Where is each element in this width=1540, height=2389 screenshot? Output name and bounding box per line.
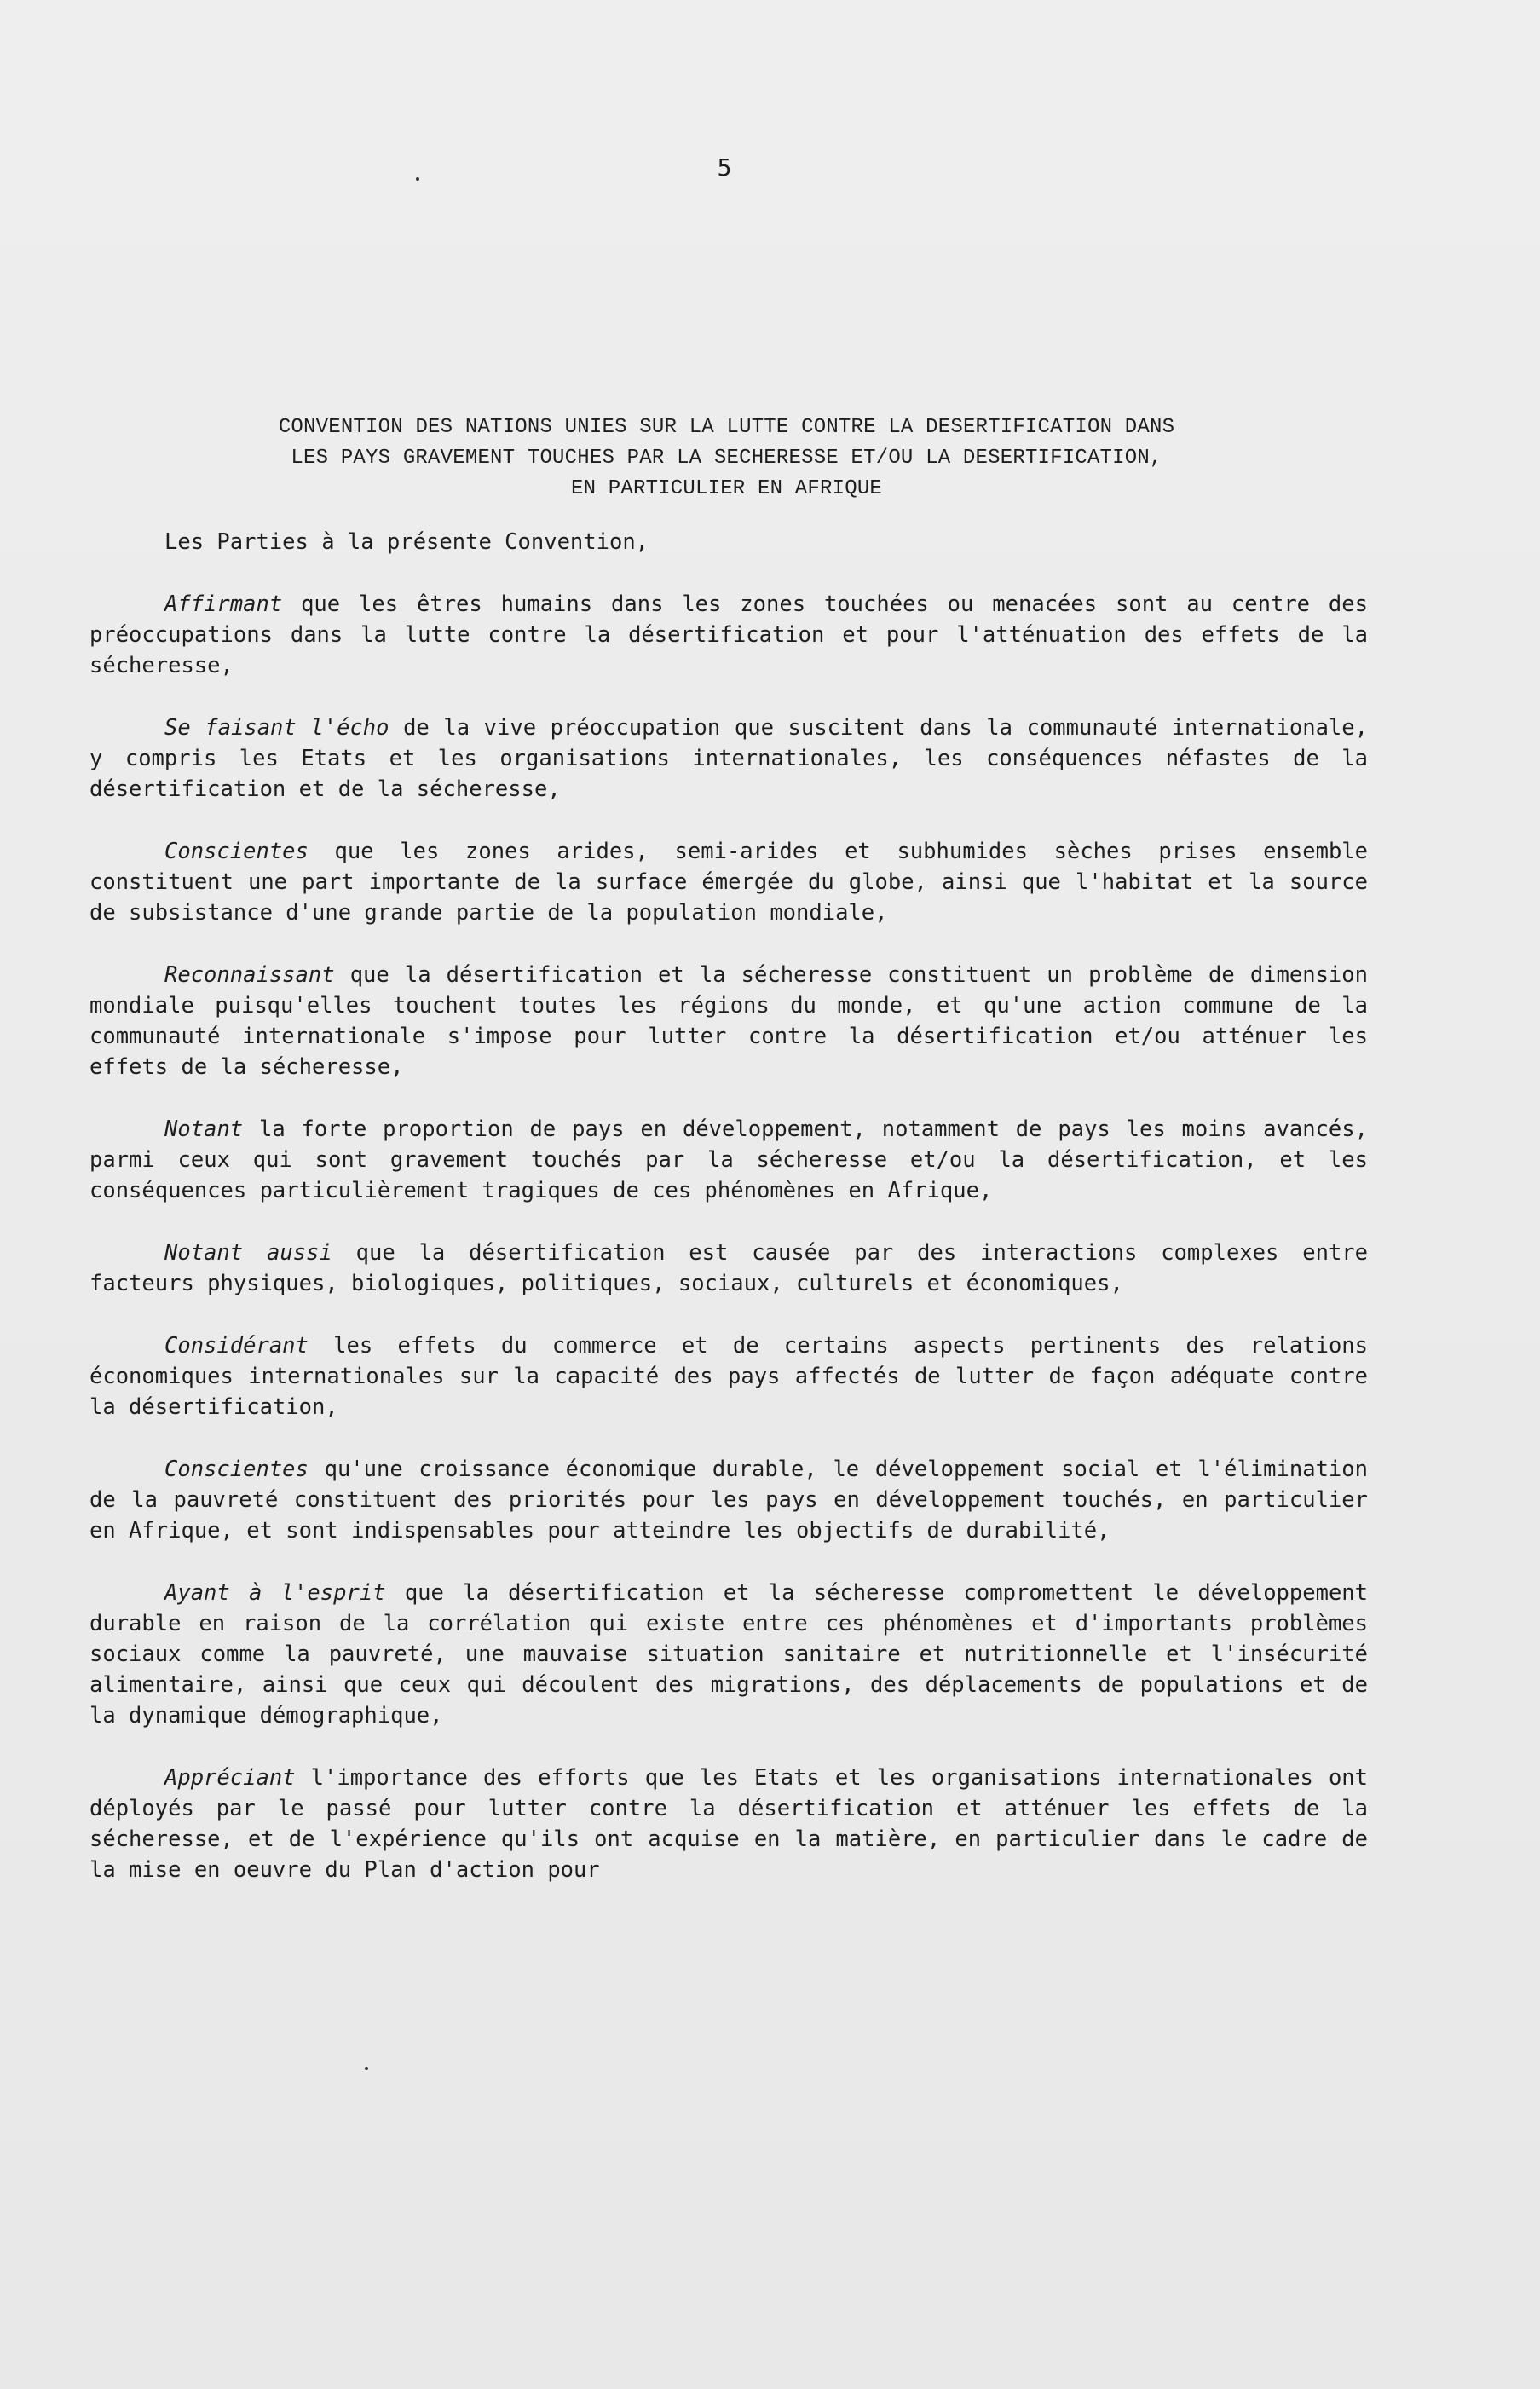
paragraph-text: qu'une croissance économique durable, le développement social et l'élimination de la pauvreté constituent des priorités pour les pays en développement touchés, en particulier en Afrique, et sont indispensables pour atteindre les objectifs de durabilité, <box>89 1457 1368 1544</box>
title-line-2: LES PAYS GRAVEMENT TOUCHES PAR LA SECHERESSE ET/OU LA DESERTIFICATION, <box>291 447 1162 470</box>
paragraph-text: les effets du commerce et de certains aspects pertinents des relations économiques internationales sur la capacité des pays affectés de lutter de façon adéquate contre la désertification, <box>89 1333 1368 1420</box>
paragraph-lead: Appréciant <box>164 1765 296 1791</box>
paragraph-lead: Reconnaissant <box>164 962 335 988</box>
paragraph-lead: Notant aussi <box>164 1240 332 1266</box>
paragraph-lead: Ayant à l'esprit <box>164 1580 386 1606</box>
paragraph-lead: Conscientes <box>164 1457 309 1482</box>
preamble-paragraph-se-faisant <box>89 713 1368 805</box>
document-title <box>89 413 1364 505</box>
paragraph-lead: Notant <box>164 1117 244 1142</box>
paragraph-text: que la désertification et la sécheresse constituent un problème de dimension mondiale puisqu'elles touchent toutes les régions du monde, et qu'une action commune de la communauté internationale s'impose pour lutter contre la désertification et/ou atténuer les effets de la sécheresse, <box>89 962 1368 1080</box>
preamble-paragraph-affirmant <box>89 589 1368 681</box>
paragraph-text: l'importance des efforts que les Etats et les organisations internationales ont déployés par le passé pour lutter contre la désertification et atténuer les effets de la sécheresse, et de l'expérience qu'ils ont acquise en la matière, en particulier dans le cadre de la mise en oeuvre du Plan d'action pour <box>89 1765 1368 1883</box>
paragraph-text: de la vive préoccupation que suscitent dans la communauté internationale, y compris les Etats et les organisations internationales, les conséquences néfastes de la désertification et de la sécheresse, <box>89 715 1368 802</box>
preamble-paragraph-conscientes-2 <box>89 1454 1368 1546</box>
title-line-1: CONVENTION DES NATIONS UNIES SUR LA LUTTE CONTRE LA DESERTIFICATION DANS <box>278 416 1175 439</box>
preamble-paragraph-notant-aussi <box>89 1238 1368 1299</box>
title-line-3: EN PARTICULIER EN AFRIQUE <box>570 477 883 500</box>
scan-speck <box>365 2067 368 2070</box>
paragraph-lead: Se faisant l'écho <box>164 715 389 741</box>
scan-speck <box>416 177 419 181</box>
preamble-paragraph-conscientes-1 <box>89 836 1368 928</box>
preamble-body <box>89 527 1368 1917</box>
preamble-paragraph-appreciant <box>89 1763 1368 1885</box>
paragraph-text: que les êtres humains dans les zones touchées ou menacées sont au centre des préoccupations dans la lutte contre la désertification et pour l'atténuation des effets de la sécheresse, <box>89 591 1368 678</box>
paragraph-lead: Conscientes <box>164 839 309 864</box>
paragraph-text: la forte proportion de pays en développement, notamment de pays les moins avancés, parmi ceux qui sont gravement touchés par la sécheresse et/ou la désertification, et les conséquences particulièrement tragiques de ces phénomènes en Afrique, <box>89 1117 1368 1203</box>
paragraph-text: que les zones arides, semi-arides et subhumides sèches prises ensemble constituent une part importante de la surface émergée du globe, ainsi que l'habitat et la source de subsistance d'une grande partie de la population mondiale, <box>89 839 1368 926</box>
preamble-paragraph-reconnaissant <box>89 960 1368 1082</box>
paragraph-text: que la désertification est causée par des interactions complexes entre facteurs physiques, biologiques, politiques, sociaux, culturels et économiques, <box>89 1240 1369 1296</box>
preamble-paragraph-notant <box>89 1114 1368 1206</box>
preamble-intro: Les Parties à la présente Convention, <box>164 529 649 555</box>
preamble-paragraph-considerant <box>89 1330 1368 1422</box>
paragraph-lead: Affirmant <box>164 591 283 617</box>
preamble-paragraph-ayant-a-l-esprit <box>89 1578 1368 1731</box>
page-number: 5 <box>717 153 732 182</box>
paragraph-text: que la désertification et la sécheresse compromettent le développement durable en raison de la corrélation qui existe entre ces phénomènes et d'importants problèmes sociaux comme la pauvreté, une mauvaise situation sanitaire et nutritionnelle et l'insécurité alimentaire, ainsi que ceux qui découlent des migrations, des déplacements de populations et de la dynamique démographique, <box>89 1580 1369 1728</box>
paragraph-lead: Considérant <box>164 1333 309 1359</box>
